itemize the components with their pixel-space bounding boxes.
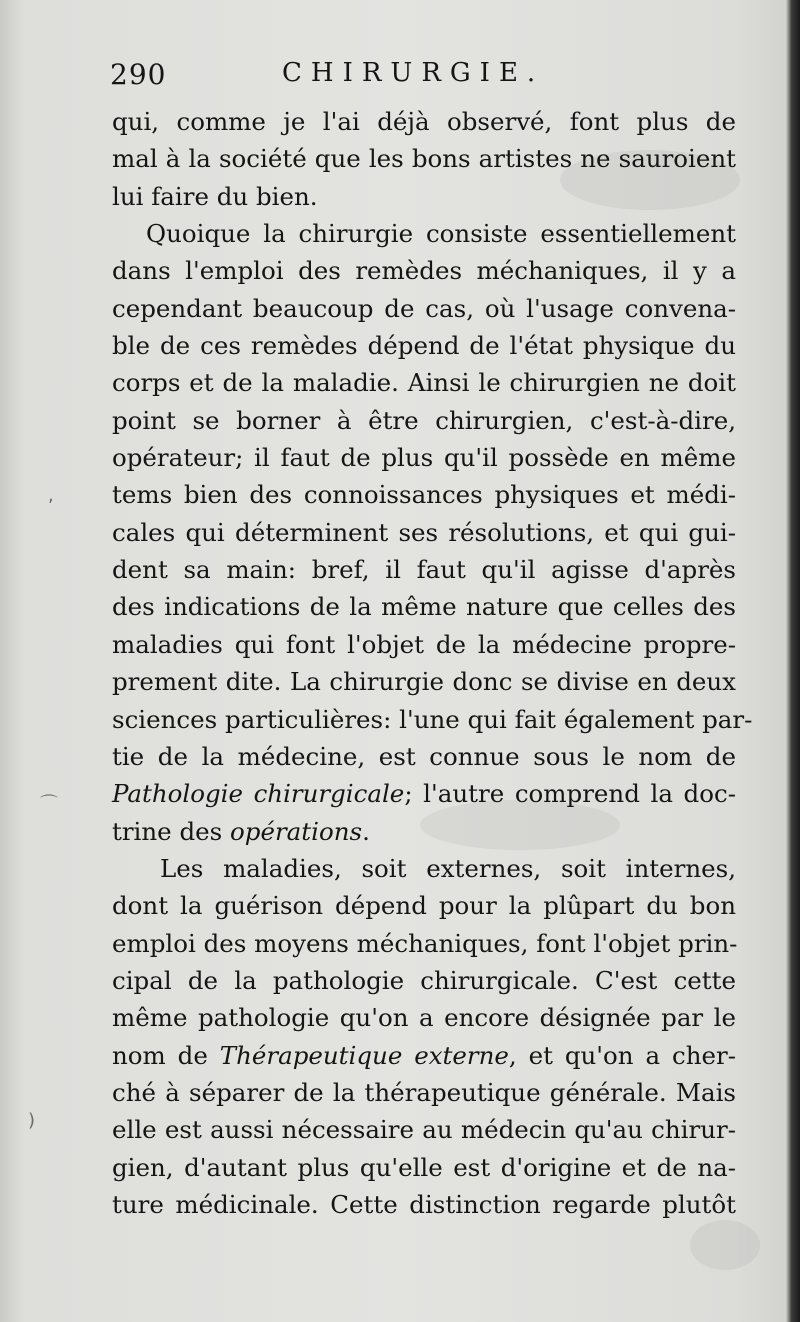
text-line: opérateur; il faut de plus qu'il possède en même [112, 443, 736, 473]
text-line: cependant beaucoup de cas, où l'usage convena- [112, 293, 736, 323]
text-line: Pathologie chirurgicale; l'autre comprend la doc- [112, 779, 736, 809]
paper-stain [690, 1220, 760, 1270]
italic-term: opérations [230, 816, 363, 846]
text-line: nom de Thérapeutique externe, et qu'on a cher- [112, 1040, 736, 1070]
running-title: CHIRURGIE. [282, 58, 545, 88]
text-line: qui, comme je l'ai déjà observé, font plus de [112, 107, 736, 136]
text-line: corps et de la maladie. Ainsi le chirurgien ne doit [112, 368, 736, 398]
text-line: ché à séparer de la thérapeutique générale. Mais [112, 1077, 736, 1107]
text-line: dont la guérison dépend pour la plûpart du bon [112, 891, 736, 921]
text-line: tie de la médecine, est connue sous le nom de [112, 741, 736, 771]
body-text [112, 103, 753, 1223]
page-edge-shadow [786, 0, 800, 1322]
text-line: sciences particulières: l'une qui fait également par- [112, 704, 753, 734]
text-line: dans l'emploi des remèdes méchaniques, il y a [112, 256, 736, 286]
page-header [110, 58, 750, 98]
text-line: emploi des moyens méchaniques, font l'objet prin- [112, 928, 738, 958]
text-line: Quoique la chirurgie consiste essentiellement [146, 219, 736, 249]
margin-mark: ⌒ [40, 794, 58, 815]
text-line: dent sa main: bref, il faut qu'il agisse d'après [112, 555, 736, 585]
text-line: ble de ces remèdes dépend de l'état physique du [112, 331, 736, 361]
text-line: lui faire du bien. [112, 181, 318, 211]
italic-term: Thérapeutique externe [219, 1040, 509, 1070]
text-line: prement dite. La chirurgie donc se divise en deux [112, 667, 736, 697]
italic-term: Pathologie chirurgicale [112, 779, 405, 809]
text-line: point se borner à être chirurgien, c'est-à-dire, [112, 405, 736, 435]
page-number: 290 [110, 58, 167, 91]
text-line: tems bien des connoissances physiques et médi- [112, 480, 736, 510]
text-line: même pathologie qu'on a encore désignée par le [112, 1003, 736, 1033]
text-line: elle est aussi nécessaire au médecin qu'au chirur- [112, 1115, 736, 1145]
text-line: maladies qui font l'objet de la médecine propre- [112, 629, 736, 659]
text-line: Les maladies, soit externes, soit internes, [160, 853, 736, 883]
text-line: trine des opérations. [112, 816, 370, 846]
text-line: cales qui déterminent ses résolutions, et qui gui- [112, 517, 736, 547]
text-line: cipal de la pathologie chirurgicale. C'est cette [112, 965, 736, 995]
margin-mark: , [48, 485, 54, 506]
text-line: des indications de la même nature que celles des [112, 592, 736, 622]
text-line: mal à la société que les bons artistes ne sauroient [112, 144, 736, 174]
text-line: gien, d'autant plus qu'elle est d'origine et de na- [112, 1152, 736, 1182]
text-line: ture médicinale. Cette distinction regarde plutôt [112, 1189, 736, 1219]
margin-mark: ) [28, 1110, 36, 1131]
